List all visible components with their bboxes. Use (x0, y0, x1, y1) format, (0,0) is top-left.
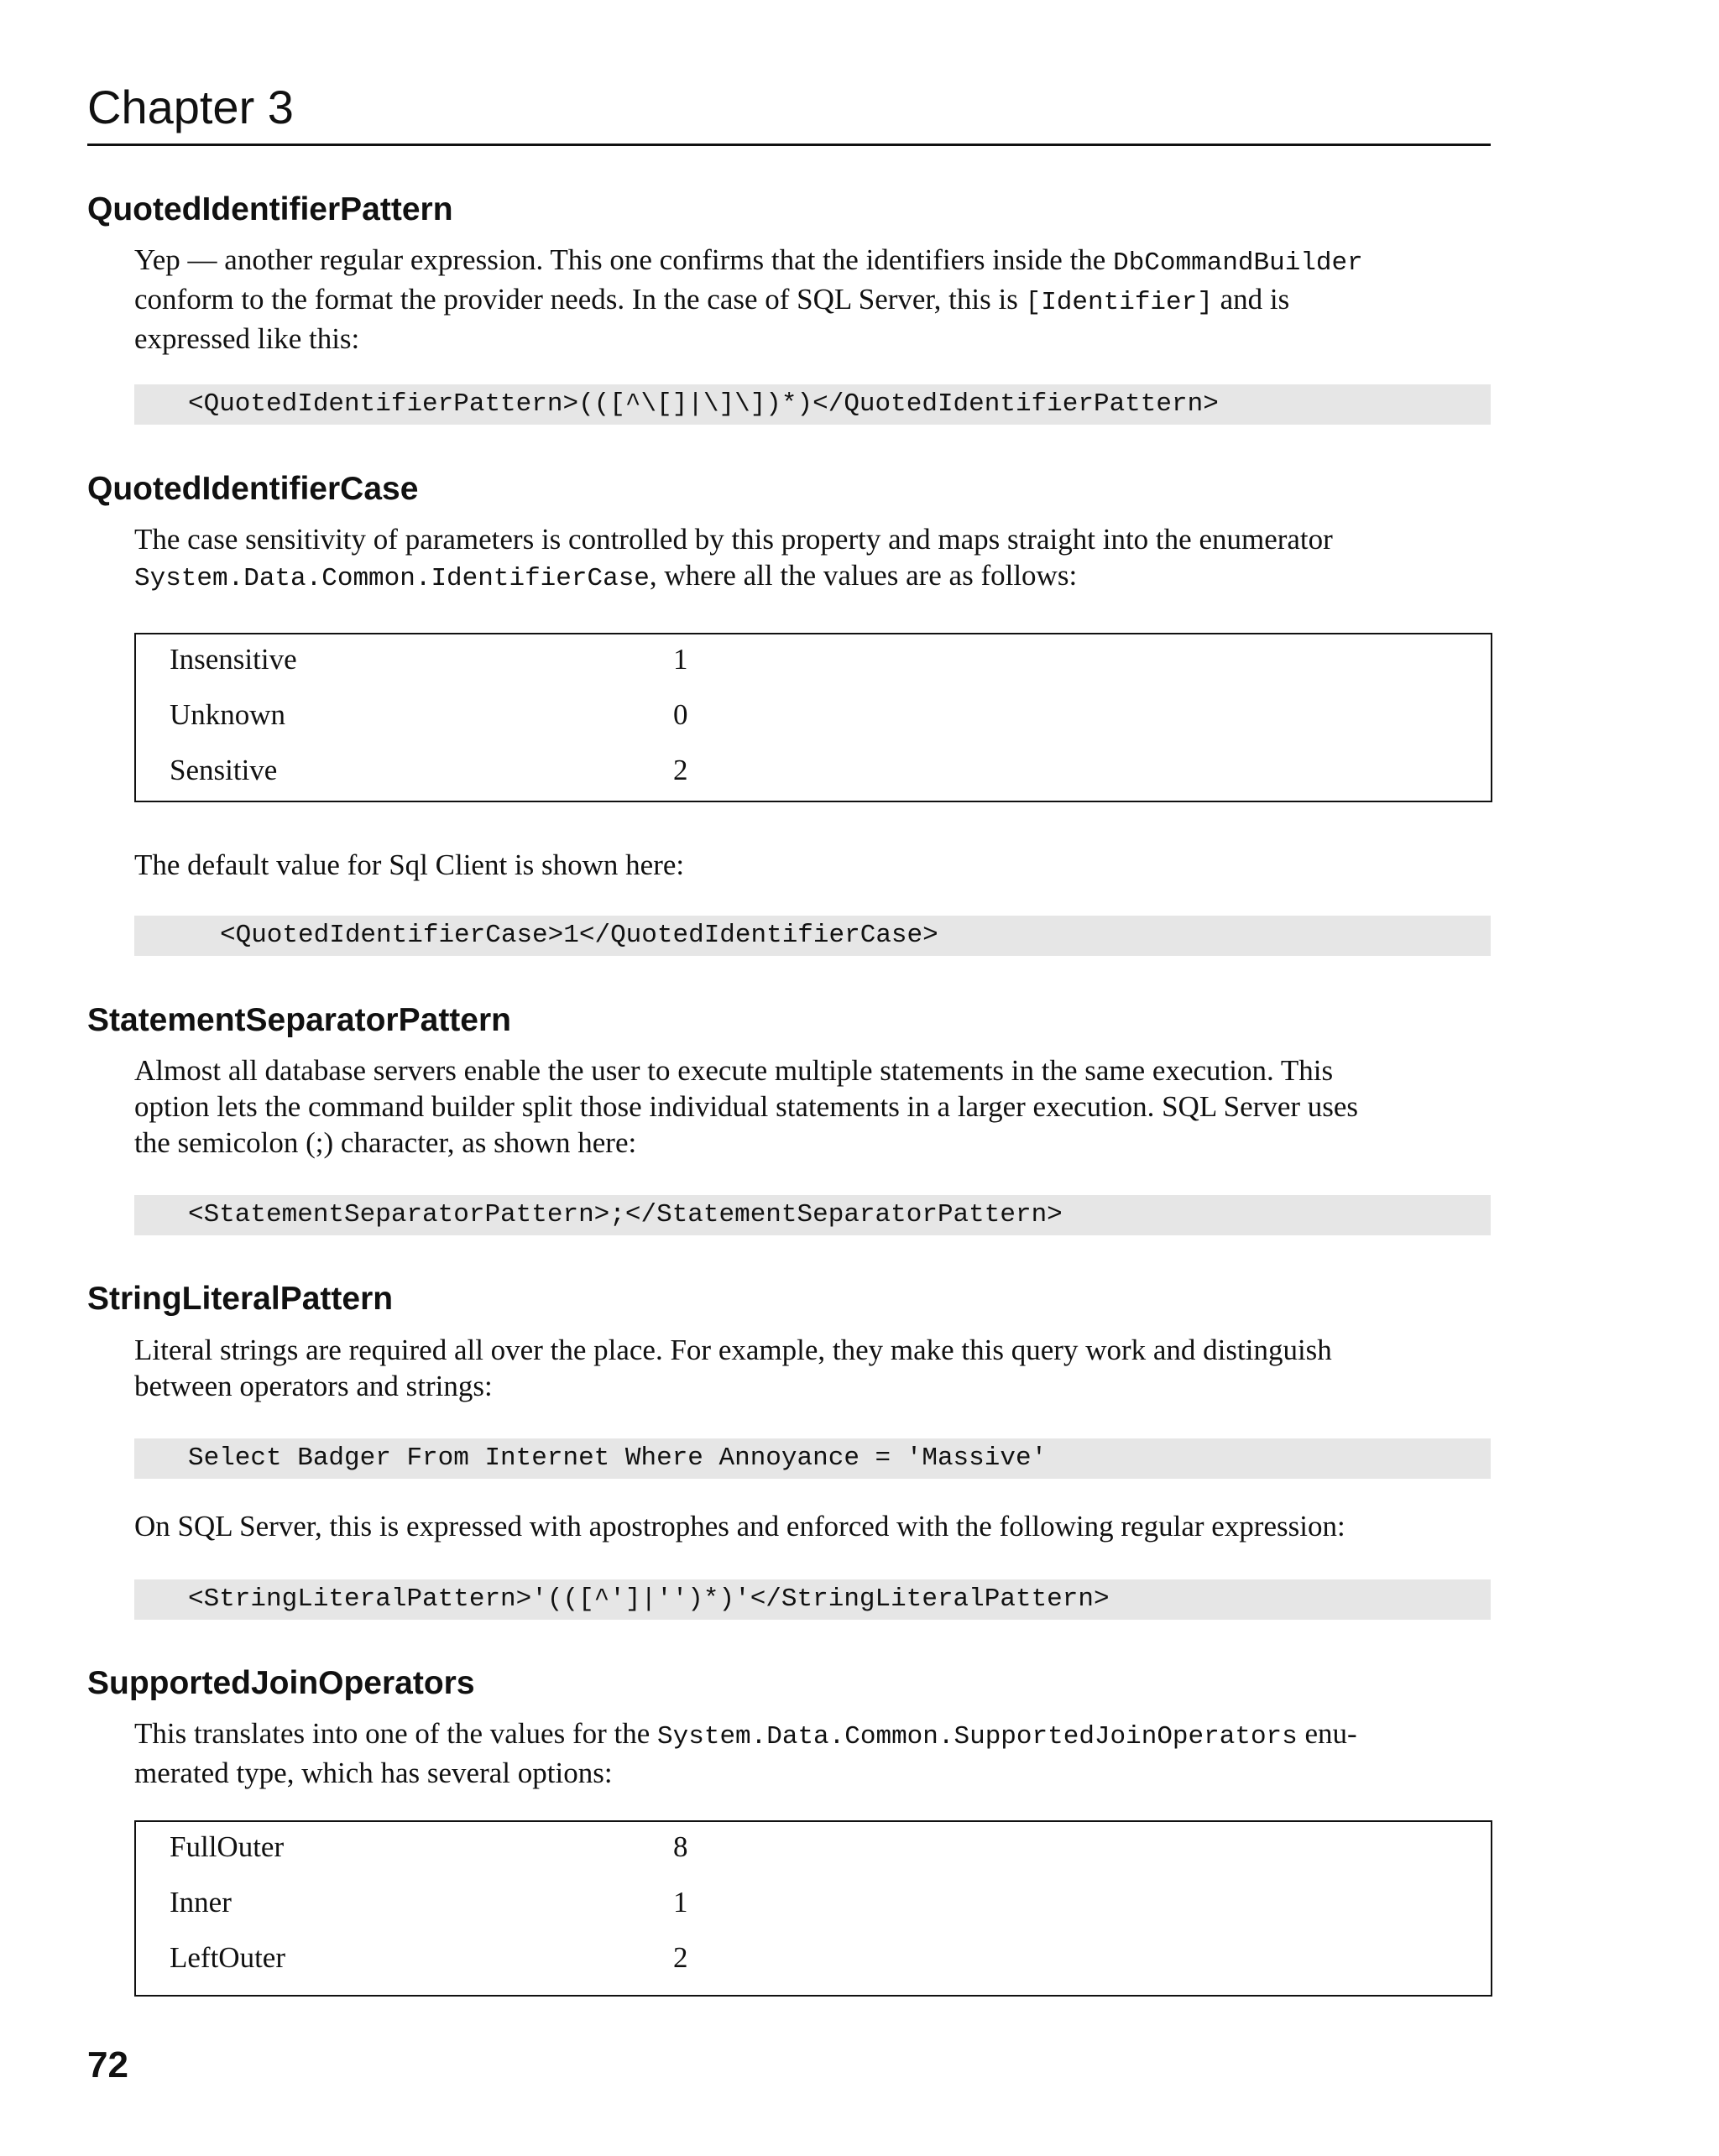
table-row (136, 1822, 1491, 1877)
paragraph-line (134, 1715, 1494, 1755)
paragraph-line: the semicolon (;) character, as shown here: (134, 1126, 637, 1159)
paragraph-line (134, 242, 1494, 281)
inline-code: System.Data.Common.IdentifierCase (134, 564, 650, 593)
text-run: This translates into one of the values for the (134, 1717, 658, 1750)
paragraph-line (134, 281, 1494, 321)
text-run: Yep — another regular expression. This one confirms that the identifiers inside the (134, 243, 1114, 276)
paragraph-line: merated type, which has several options: (134, 1757, 613, 1789)
enum-name: Inner (170, 1886, 232, 1918)
code-text: Select Badger From Internet Where Annoyance = 'Massive' (188, 1443, 1048, 1473)
paragraph-line: On SQL Server, this is expressed with apostrophes and enforced with the following regular expression: (134, 1510, 1345, 1543)
paragraph-line: option lets the command builder split those individual statements in a larger execution. SQL Server uses (134, 1090, 1359, 1123)
inline-code: System.Data.Common.SupportedJoinOperators (657, 1722, 1298, 1751)
enum-value: 2 (673, 1941, 688, 1974)
paragraph-string-literal-enforcement (134, 1508, 1494, 1544)
enum-name: FullOuter (170, 1830, 285, 1863)
enum-name: Sensitive (170, 754, 278, 786)
table-row (136, 745, 1491, 801)
paragraph-line: between operators and strings: (134, 1370, 493, 1402)
section-heading-statement-separator-pattern: StatementSeparatorPattern (87, 1002, 511, 1038)
enum-name: Insensitive (170, 643, 297, 676)
enum-value: 2 (673, 754, 688, 786)
text-run: enu- (1297, 1717, 1357, 1750)
table-row (136, 634, 1491, 690)
enum-name: LeftOuter (170, 1941, 285, 1974)
paragraph-line: The default value for Sql Client is shown here: (134, 848, 685, 881)
enum-value: 1 (673, 1886, 688, 1918)
table-row (136, 1877, 1491, 1933)
paragraph-line (134, 557, 1494, 597)
paragraph-line: expressed like this: (134, 322, 360, 355)
enum-table-identifier-case (134, 633, 1492, 802)
section-heading-string-literal-pattern: StringLiteralPattern (87, 1281, 394, 1317)
code-text: <StatementSeparatorPattern>;</StatementSeparatorPattern> (188, 1200, 1063, 1229)
paragraph-quoted-identifier-case (134, 521, 1494, 597)
chapter-rule (87, 144, 1491, 146)
inline-code: DbCommandBuilder (1113, 248, 1363, 278)
section-heading-supported-join-operators: SupportedJoinOperators (87, 1665, 475, 1701)
code-text: <QuotedIdentifierPattern>(([^\[]|\]\])*)</QuotedIdentifierPattern> (188, 389, 1219, 419)
code-block (134, 384, 1491, 425)
page-number: 72 (87, 2044, 128, 2086)
enum-value: 8 (673, 1830, 688, 1863)
text-run: , where all the values are as follows: (649, 559, 1078, 592)
paragraph-supported-join-operators (134, 1715, 1494, 1791)
table-row (136, 1933, 1491, 1988)
enum-name: Unknown (170, 698, 286, 731)
code-block (134, 1195, 1491, 1235)
paragraph-statement-separator-pattern (134, 1052, 1494, 1161)
code-block (134, 1438, 1491, 1479)
code-text: <QuotedIdentifierCase>1</QuotedIdentifierCase> (220, 921, 938, 950)
table-row (136, 690, 1491, 745)
chapter-title: Chapter 3 (87, 81, 294, 133)
paragraph-line: The case sensitivity of parameters is controlled by this property and maps straight into the enumerator (134, 523, 1333, 556)
code-block (134, 916, 1491, 956)
paragraph-quoted-identifier-pattern (134, 242, 1494, 357)
inline-code: [Identifier] (1025, 288, 1213, 317)
text-run: and is (1212, 283, 1290, 316)
code-text: <StringLiteralPattern>'(([^']|'')*)'</StringLiteralPattern> (188, 1584, 1110, 1614)
paragraph-line: Almost all database servers enable the user to execute multiple statements in the same execution. This (134, 1054, 1334, 1087)
paragraph-default-value (134, 847, 1494, 883)
text-run: conform to the format the provider needs. In the case of SQL Server, this is (134, 283, 1026, 316)
section-heading-quoted-identifier-case: QuotedIdentifierCase (87, 471, 419, 507)
enum-value: 1 (673, 643, 688, 676)
section-heading-quoted-identifier-pattern: QuotedIdentifierPattern (87, 191, 453, 227)
enum-table-join-operators (134, 1820, 1492, 1997)
paragraph-line: Literal strings are required all over the place. For example, they make this query work and distinguish (134, 1334, 1332, 1366)
code-block (134, 1579, 1491, 1620)
enum-value: 0 (673, 698, 688, 731)
paragraph-string-literal-pattern (134, 1332, 1494, 1404)
